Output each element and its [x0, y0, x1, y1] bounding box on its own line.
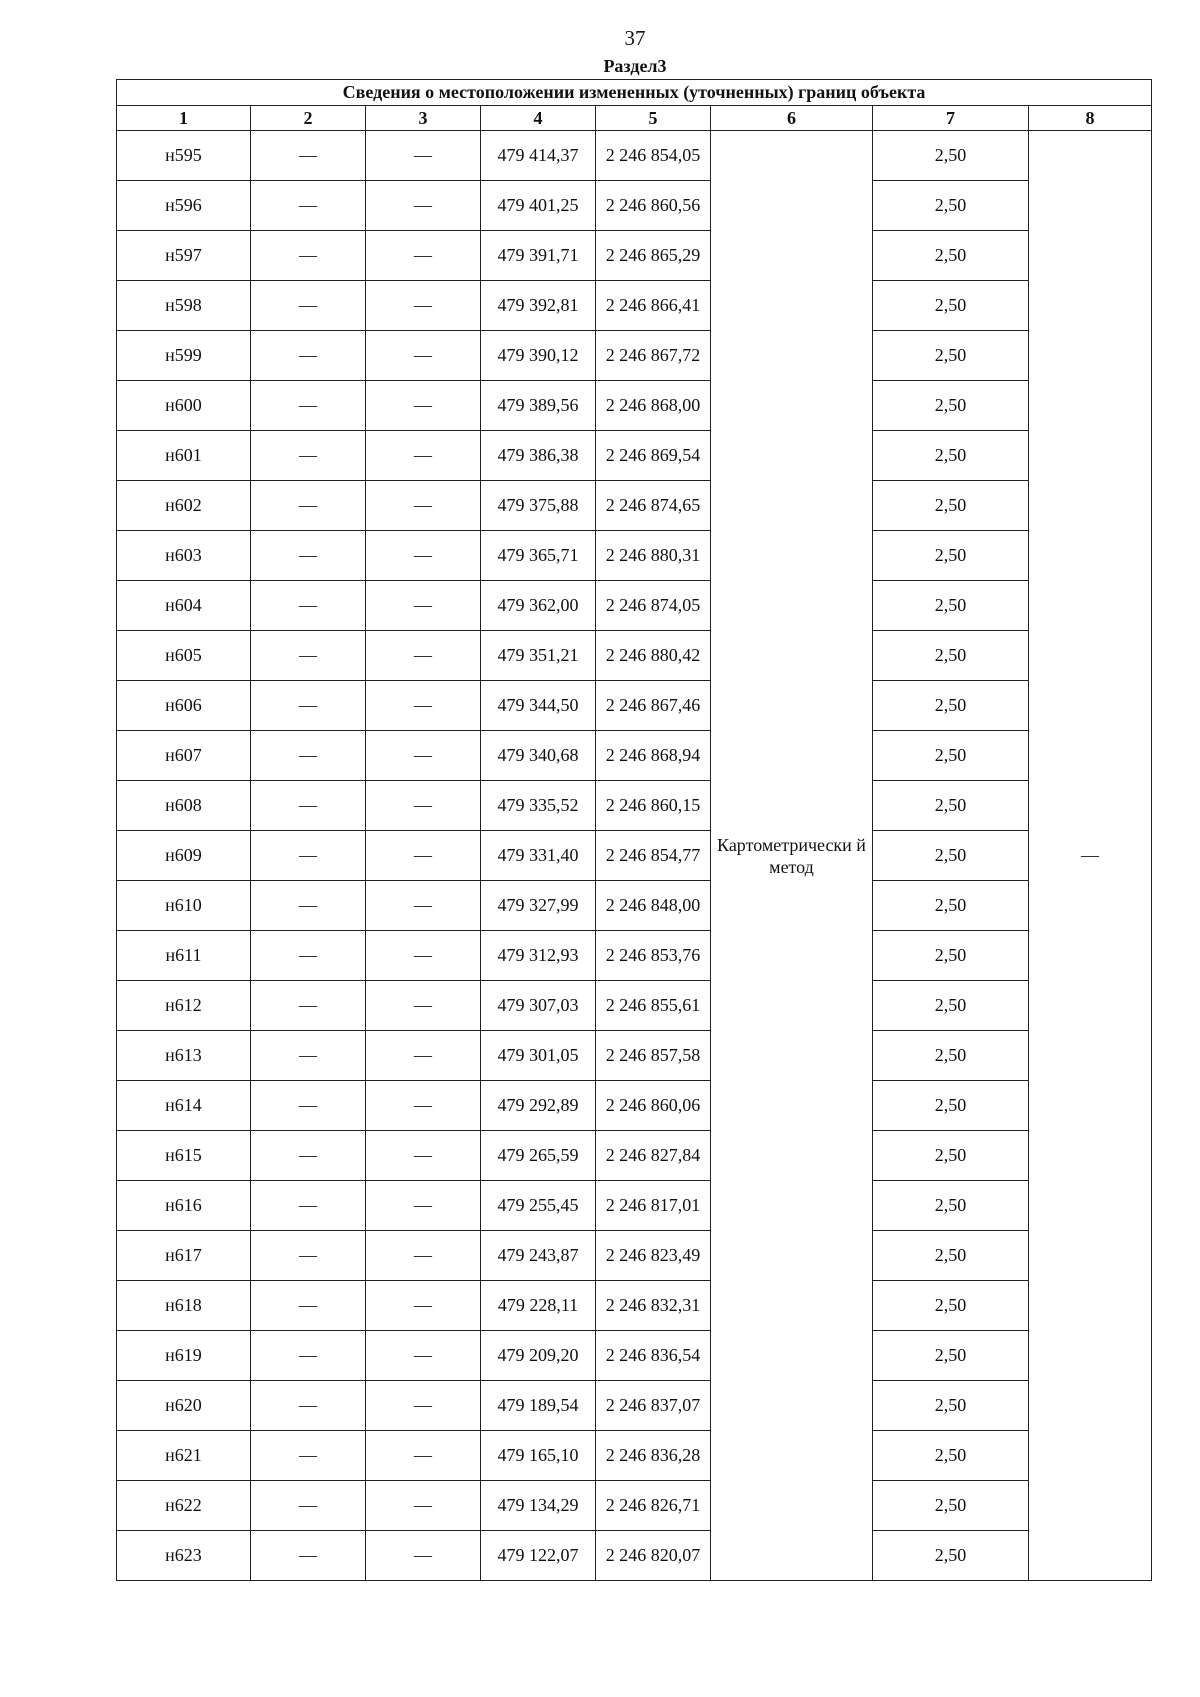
point-id-cell: н605	[117, 631, 251, 681]
point-id-cell: н610	[117, 881, 251, 931]
point-id-cell: н601	[117, 431, 251, 481]
col3-cell: —	[366, 1231, 481, 1281]
y-coordinate-cell: 2 246 868,00	[596, 381, 711, 431]
table-row	[117, 1031, 1152, 1081]
boundary-table	[116, 79, 1152, 1581]
y-coordinate-cell: 2 246 827,84	[596, 1131, 711, 1181]
col3-cell: —	[366, 931, 481, 981]
precision-cell: 2,50	[873, 1081, 1029, 1131]
col3-cell: —	[366, 331, 481, 381]
table-row	[117, 1331, 1152, 1381]
y-coordinate-cell: 2 246 817,01	[596, 1181, 711, 1231]
col2-cell: —	[251, 1531, 366, 1581]
table-row	[117, 331, 1152, 381]
table-row	[117, 231, 1152, 281]
x-coordinate-cell: 479 344,50	[481, 681, 596, 731]
col2-cell: —	[251, 281, 366, 331]
table-row	[117, 631, 1152, 681]
point-id-cell: н602	[117, 481, 251, 531]
table-row	[117, 931, 1152, 981]
col2-cell: —	[251, 481, 366, 531]
x-coordinate-cell: 479 389,56	[481, 381, 596, 431]
col3-cell: —	[366, 581, 481, 631]
x-coordinate-cell: 479 122,07	[481, 1531, 596, 1581]
point-id-cell: н620	[117, 1381, 251, 1431]
col3-cell: —	[366, 981, 481, 1031]
x-coordinate-cell: 479 331,40	[481, 831, 596, 881]
precision-cell: 2,50	[873, 131, 1029, 181]
table-row	[117, 1481, 1152, 1531]
header-cell: 6	[711, 106, 873, 131]
col3-cell: —	[366, 781, 481, 831]
y-coordinate-cell: 2 246 836,28	[596, 1431, 711, 1481]
table-row	[117, 1281, 1152, 1331]
x-coordinate-cell: 479 390,12	[481, 331, 596, 381]
point-id-cell: н615	[117, 1131, 251, 1181]
col2-cell: —	[251, 531, 366, 581]
point-id-cell: н611	[117, 931, 251, 981]
col3-cell: —	[366, 281, 481, 331]
x-coordinate-cell: 479 340,68	[481, 731, 596, 781]
col2-cell: —	[251, 731, 366, 781]
x-coordinate-cell: 479 292,89	[481, 1081, 596, 1131]
table-row	[117, 681, 1152, 731]
precision-cell: 2,50	[873, 931, 1029, 981]
col2-cell: —	[251, 1231, 366, 1281]
col2-cell: —	[251, 231, 366, 281]
precision-cell: 2,50	[873, 731, 1029, 781]
header-cell: 8	[1029, 106, 1152, 131]
col3-cell: —	[366, 1081, 481, 1131]
table-row	[117, 1531, 1152, 1581]
col2-cell: —	[251, 631, 366, 681]
y-coordinate-cell: 2 246 860,56	[596, 181, 711, 231]
y-coordinate-cell: 2 246 837,07	[596, 1381, 711, 1431]
table-row	[117, 731, 1152, 781]
header-cell: 3	[366, 106, 481, 131]
y-coordinate-cell: 2 246 848,00	[596, 881, 711, 931]
y-coordinate-cell: 2 246 855,61	[596, 981, 711, 1031]
x-coordinate-cell: 479 375,88	[481, 481, 596, 531]
col2-cell: —	[251, 381, 366, 431]
point-id-cell: н619	[117, 1331, 251, 1381]
x-coordinate-cell: 479 243,87	[481, 1231, 596, 1281]
table-header-row	[117, 106, 1152, 131]
x-coordinate-cell: 479 265,59	[481, 1131, 596, 1181]
col3-cell: —	[366, 181, 481, 231]
precision-cell: 2,50	[873, 1481, 1029, 1531]
precision-cell: 2,50	[873, 431, 1029, 481]
table-row	[117, 831, 1152, 881]
col2-cell: —	[251, 781, 366, 831]
y-coordinate-cell: 2 246 854,77	[596, 831, 711, 881]
y-coordinate-cell: 2 246 826,71	[596, 1481, 711, 1531]
y-coordinate-cell: 2 246 868,94	[596, 731, 711, 781]
col3-cell: —	[366, 1481, 481, 1531]
y-coordinate-cell: 2 246 865,29	[596, 231, 711, 281]
col2-cell: —	[251, 881, 366, 931]
point-id-cell: н596	[117, 181, 251, 231]
precision-cell: 2,50	[873, 481, 1029, 531]
precision-cell: 2,50	[873, 681, 1029, 731]
col2-cell: —	[251, 681, 366, 731]
table-row	[117, 1381, 1152, 1431]
table-row	[117, 281, 1152, 331]
col2-cell: —	[251, 1081, 366, 1131]
point-id-cell: н621	[117, 1431, 251, 1481]
x-coordinate-cell: 479 401,25	[481, 181, 596, 231]
y-coordinate-cell: 2 246 867,46	[596, 681, 711, 731]
x-coordinate-cell: 479 301,05	[481, 1031, 596, 1081]
header-cell: 1	[117, 106, 251, 131]
y-coordinate-cell: 2 246 866,41	[596, 281, 711, 331]
precision-cell: 2,50	[873, 231, 1029, 281]
point-id-cell: н607	[117, 731, 251, 781]
table-caption-row	[117, 80, 1152, 106]
col3-cell: —	[366, 731, 481, 781]
y-coordinate-cell: 2 246 832,31	[596, 1281, 711, 1331]
col3-cell: —	[366, 1331, 481, 1381]
col2-cell: —	[251, 1481, 366, 1531]
table-row	[117, 531, 1152, 581]
col2-cell: —	[251, 1181, 366, 1231]
point-id-cell: н613	[117, 1031, 251, 1081]
table-caption: Сведения о местоположении измененных (уточненных) границ объекта	[117, 80, 1152, 106]
precision-cell: 2,50	[873, 831, 1029, 881]
table-row	[117, 431, 1152, 481]
col2-cell: —	[251, 1331, 366, 1381]
point-id-cell: н612	[117, 981, 251, 1031]
point-id-cell: н597	[117, 231, 251, 281]
y-coordinate-cell: 2 246 869,54	[596, 431, 711, 481]
col3-cell: —	[366, 431, 481, 481]
x-coordinate-cell: 479 414,37	[481, 131, 596, 181]
precision-cell: 2,50	[873, 1531, 1029, 1581]
col2-cell: —	[251, 1281, 366, 1331]
table-row	[117, 1231, 1152, 1281]
precision-cell: 2,50	[873, 1381, 1029, 1431]
col2-cell: —	[251, 181, 366, 231]
precision-cell: 2,50	[873, 1331, 1029, 1381]
table-row	[117, 481, 1152, 531]
x-coordinate-cell: 479 386,38	[481, 431, 596, 481]
col2-cell: —	[251, 981, 366, 1031]
precision-cell: 2,50	[873, 581, 1029, 631]
col2-cell: —	[251, 1031, 366, 1081]
precision-cell: 2,50	[873, 1031, 1029, 1081]
header-cell: 2	[251, 106, 366, 131]
x-coordinate-cell: 479 307,03	[481, 981, 596, 1031]
col3-cell: —	[366, 881, 481, 931]
table-row	[117, 1181, 1152, 1231]
x-coordinate-cell: 479 209,20	[481, 1331, 596, 1381]
col2-cell: —	[251, 1431, 366, 1481]
point-id-cell: н600	[117, 381, 251, 431]
y-coordinate-cell: 2 246 860,15	[596, 781, 711, 831]
col3-cell: —	[366, 531, 481, 581]
x-coordinate-cell: 479 335,52	[481, 781, 596, 831]
x-coordinate-cell: 479 351,21	[481, 631, 596, 681]
point-id-cell: н603	[117, 531, 251, 581]
precision-cell: 2,50	[873, 181, 1029, 231]
point-id-cell: н614	[117, 1081, 251, 1131]
col3-cell: —	[366, 381, 481, 431]
col8-cell: —	[1029, 131, 1152, 1581]
col3-cell: —	[366, 1131, 481, 1181]
y-coordinate-cell: 2 246 874,05	[596, 581, 711, 631]
point-id-cell: н599	[117, 331, 251, 381]
col3-cell: —	[366, 631, 481, 681]
col2-cell: —	[251, 131, 366, 181]
point-id-cell: н617	[117, 1231, 251, 1281]
table-row	[117, 981, 1152, 1031]
header-cell: 4	[481, 106, 596, 131]
precision-cell: 2,50	[873, 981, 1029, 1031]
col3-cell: —	[366, 231, 481, 281]
y-coordinate-cell: 2 246 836,54	[596, 1331, 711, 1381]
x-coordinate-cell: 479 365,71	[481, 531, 596, 581]
point-id-cell: н618	[117, 1281, 251, 1331]
y-coordinate-cell: 2 246 853,76	[596, 931, 711, 981]
x-coordinate-cell: 479 392,81	[481, 281, 596, 331]
point-id-cell: н606	[117, 681, 251, 731]
table-row	[117, 381, 1152, 431]
col2-cell: —	[251, 331, 366, 381]
x-coordinate-cell: 479 312,93	[481, 931, 596, 981]
point-id-cell: н608	[117, 781, 251, 831]
y-coordinate-cell: 2 246 857,58	[596, 1031, 711, 1081]
precision-cell: 2,50	[873, 631, 1029, 681]
y-coordinate-cell: 2 246 880,31	[596, 531, 711, 581]
table-row	[117, 881, 1152, 931]
col3-cell: —	[366, 1181, 481, 1231]
y-coordinate-cell: 2 246 820,07	[596, 1531, 711, 1581]
method-cell: Картометрически й метод	[711, 131, 873, 1581]
table-row	[117, 181, 1152, 231]
point-id-cell: н598	[117, 281, 251, 331]
precision-cell: 2,50	[873, 781, 1029, 831]
y-coordinate-cell: 2 246 823,49	[596, 1231, 711, 1281]
table-row	[117, 581, 1152, 631]
col3-cell: —	[366, 831, 481, 881]
section-title: Раздел3	[603, 56, 667, 76]
precision-cell: 2,50	[873, 1231, 1029, 1281]
col3-cell: —	[366, 131, 481, 181]
col3-cell: —	[366, 1531, 481, 1581]
point-id-cell: н609	[117, 831, 251, 881]
col3-cell: —	[366, 1031, 481, 1081]
col2-cell: —	[251, 931, 366, 981]
precision-cell: 2,50	[873, 331, 1029, 381]
precision-cell: 2,50	[873, 1431, 1029, 1481]
point-id-cell: н622	[117, 1481, 251, 1531]
precision-cell: 2,50	[873, 1131, 1029, 1181]
x-coordinate-cell: 479 327,99	[481, 881, 596, 931]
table-row	[117, 1431, 1152, 1481]
precision-cell: 2,50	[873, 531, 1029, 581]
col2-cell: —	[251, 831, 366, 881]
header-cell: 7	[873, 106, 1029, 131]
table-row	[117, 131, 1152, 181]
x-coordinate-cell: 479 391,71	[481, 231, 596, 281]
precision-cell: 2,50	[873, 381, 1029, 431]
point-id-cell: н623	[117, 1531, 251, 1581]
x-coordinate-cell: 479 228,11	[481, 1281, 596, 1331]
precision-cell: 2,50	[873, 1281, 1029, 1331]
y-coordinate-cell: 2 246 867,72	[596, 331, 711, 381]
table-row	[117, 1081, 1152, 1131]
y-coordinate-cell: 2 246 880,42	[596, 631, 711, 681]
col2-cell: —	[251, 1131, 366, 1181]
col3-cell: —	[366, 1431, 481, 1481]
page-number: 37	[624, 26, 646, 50]
x-coordinate-cell: 479 255,45	[481, 1181, 596, 1231]
point-id-cell: н604	[117, 581, 251, 631]
col3-cell: —	[366, 1281, 481, 1331]
x-coordinate-cell: 479 165,10	[481, 1431, 596, 1481]
precision-cell: 2,50	[873, 881, 1029, 931]
precision-cell: 2,50	[873, 281, 1029, 331]
precision-cell: 2,50	[873, 1181, 1029, 1231]
x-coordinate-cell: 479 134,29	[481, 1481, 596, 1531]
col3-cell: —	[366, 681, 481, 731]
table-row	[117, 1131, 1152, 1181]
y-coordinate-cell: 2 246 874,65	[596, 481, 711, 531]
col3-cell: —	[366, 1381, 481, 1431]
col2-cell: —	[251, 1381, 366, 1431]
point-id-cell: н616	[117, 1181, 251, 1231]
y-coordinate-cell: 2 246 860,06	[596, 1081, 711, 1131]
header-cell: 5	[596, 106, 711, 131]
x-coordinate-cell: 479 362,00	[481, 581, 596, 631]
col2-cell: —	[251, 581, 366, 631]
col2-cell: —	[251, 431, 366, 481]
col3-cell: —	[366, 481, 481, 531]
table-row	[117, 781, 1152, 831]
point-id-cell: н595	[117, 131, 251, 181]
x-coordinate-cell: 479 189,54	[481, 1381, 596, 1431]
y-coordinate-cell: 2 246 854,05	[596, 131, 711, 181]
